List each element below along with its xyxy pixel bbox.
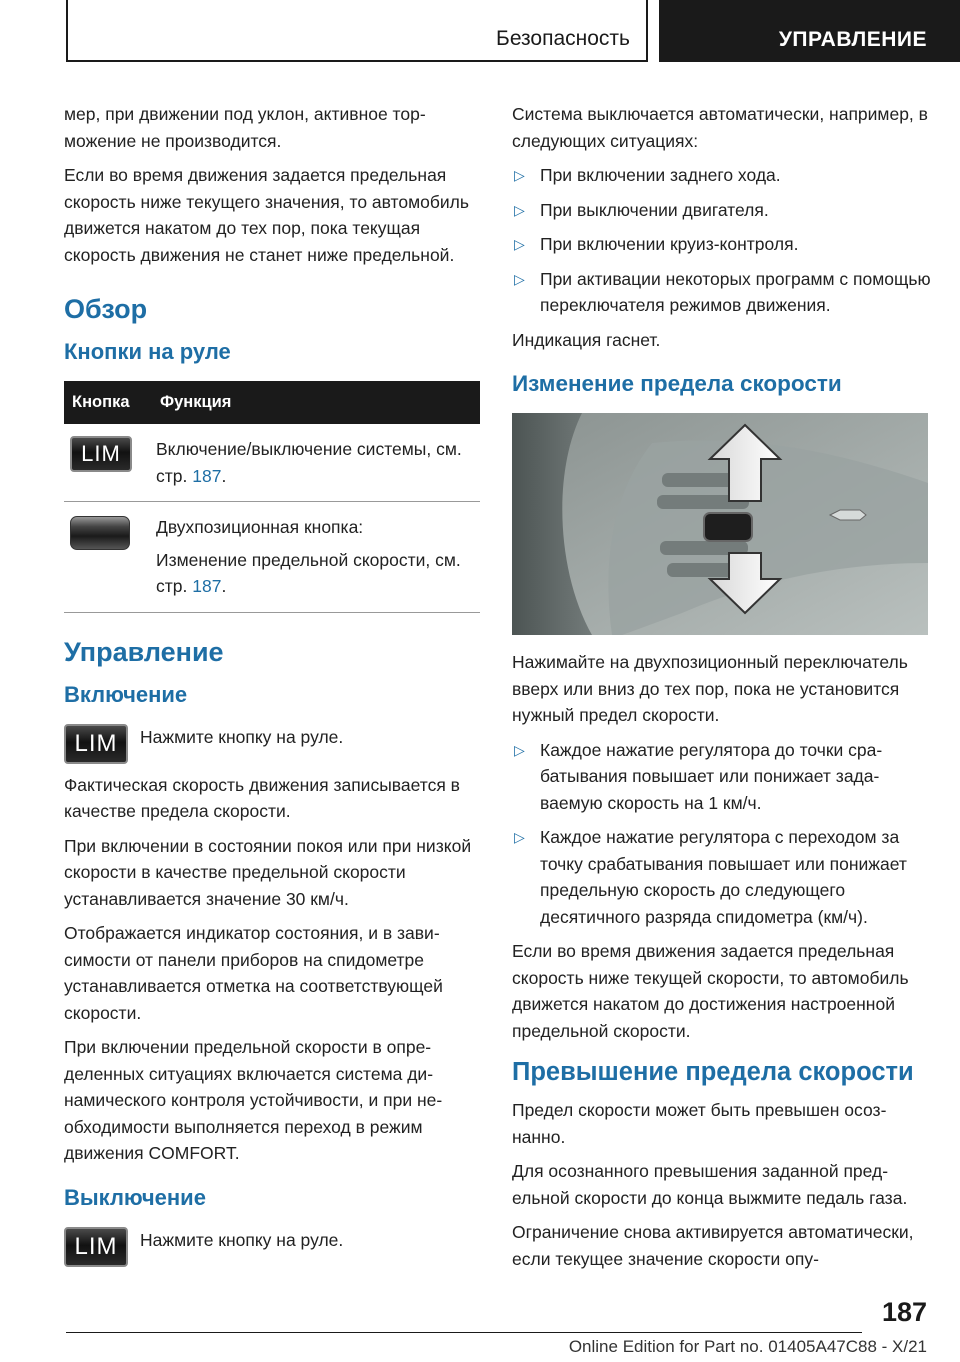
paragraph: Фактическая скорость движения записывается в качестве предела скорости. bbox=[64, 774, 460, 821]
left-column bbox=[64, 101, 484, 1275]
switch-on-row bbox=[64, 724, 484, 764]
heading-overview: Обзор bbox=[64, 294, 148, 324]
list-item: ▷ При включении заднего хода. bbox=[512, 162, 932, 189]
paragraph: Ограничение снова активируется автоматически, если текущее значение скорости опу- bbox=[512, 1222, 914, 1269]
footer-divider bbox=[66, 1332, 862, 1333]
lim-button-icon: LIM bbox=[64, 1227, 128, 1267]
heading-change-limit: Изменение предела скорости bbox=[512, 371, 842, 396]
switch-off-text: Нажмите кнопку на руле. bbox=[140, 1229, 344, 1250]
section-tab[interactable] bbox=[66, 0, 648, 62]
lim-button-icon: LIM bbox=[70, 436, 132, 472]
paragraph: Нажимайте на двухпозиционный переключатель вверх или вниз до тех пор, пока не установится нужный предел скорости. bbox=[512, 652, 908, 725]
right-column bbox=[512, 101, 932, 1280]
paragraph: Если во время движения задается предельная скорость ниже текущей скорости, то автомобиль движется накатом до достижения настроенной предельной скорости. bbox=[512, 941, 909, 1041]
paragraph: Для осознанного превышения заданной предельной скорости до конца выжмите педаль газа. bbox=[512, 1161, 908, 1208]
chapter-title: УПРАВЛЕНИЕ bbox=[778, 28, 927, 51]
steering-wheel-illustration bbox=[512, 413, 928, 635]
step-list bbox=[512, 737, 932, 931]
triangle-bullet-icon: ▷ bbox=[514, 829, 525, 845]
buttons-table bbox=[64, 381, 480, 613]
paragraph: При включении в состоянии покоя или при низкой скорости в качестве предельной скорости устанавливается значение 30 км/ч. bbox=[64, 835, 472, 909]
rocker-switch bbox=[704, 513, 752, 541]
lim-button-icon: LIM bbox=[64, 724, 128, 764]
paragraph: Индикация гаснет. bbox=[512, 329, 661, 350]
heading-switch-on: Включение bbox=[64, 681, 188, 707]
list-item: ▷ При выключении двигателя. bbox=[512, 197, 932, 224]
table-row bbox=[64, 502, 480, 613]
heading-switch-off: Выключение bbox=[64, 1184, 206, 1210]
list-item: ▷ При включении круиз-контроля. bbox=[512, 231, 932, 258]
page-link[interactable]: 187 bbox=[192, 576, 222, 596]
switch-off-row bbox=[64, 1227, 484, 1267]
row-text: Изменение предельной скорости, см. стр. bbox=[156, 549, 461, 596]
triangle-bullet-icon: ▷ bbox=[514, 201, 525, 218]
triangle-bullet-icon: ▷ bbox=[514, 270, 525, 287]
row-text: Включение/выключение системы, см. стр. bbox=[156, 439, 462, 486]
triangle-bullet-icon: ▷ bbox=[514, 167, 525, 183]
list-item: ▷ Каждое нажатие регулятора до точки срабатывания повышает или понижает задаваемую скорость на 1 км/ч. bbox=[512, 737, 932, 817]
triangle-bullet-icon: ▷ bbox=[514, 741, 525, 758]
table-header-row bbox=[64, 381, 480, 424]
heading-buttons: Кнопки на руле bbox=[64, 339, 231, 364]
row-text-end: . bbox=[221, 465, 227, 486]
paragraph: Система выключается автоматически, например, в следующих ситуациях: bbox=[512, 104, 928, 151]
heading-exceed-limit: Превышение предела скорости bbox=[512, 1058, 914, 1086]
switch-on-text: Нажмите кнопку на руле. bbox=[140, 726, 344, 747]
paragraph: мер, при движении под уклон, активное торможение не производится. bbox=[64, 104, 426, 151]
row-text-end: . bbox=[221, 576, 227, 596]
heading-control: Управление bbox=[64, 636, 224, 667]
list-item: ▷ Каждое нажатие регулятора с переходом за точку срабатывания повышает или понижает предельную скорость до следующего десятичного разряда спидометра (км/ч). bbox=[512, 824, 932, 930]
paragraph: Предел скорости может быть превышен осознанно. bbox=[512, 1100, 887, 1147]
auto-off-list bbox=[512, 162, 932, 319]
chapter-tab[interactable] bbox=[659, 0, 960, 62]
rocker-switch-icon bbox=[70, 516, 130, 550]
page-number: 187 bbox=[881, 1297, 927, 1327]
table-header-function: Функция bbox=[152, 381, 480, 424]
paragraph: Отображается индикатор состояния, и в зависимости от панели приборов на спидометре устанавливается отметка на соответствующей скорости. bbox=[64, 923, 443, 1023]
table-row bbox=[64, 424, 480, 502]
row-text: Двухпозиционная кнопка: bbox=[156, 517, 364, 537]
edition-note: Online Edition for Part no. 01405A47C88 - X/21 bbox=[568, 1337, 927, 1356]
triangle-bullet-icon: ▷ bbox=[514, 236, 525, 252]
page-link[interactable]: 187 bbox=[192, 465, 222, 486]
table-header-button: Кнопка bbox=[64, 381, 152, 424]
paragraph: При включении предельной скорости в определенных ситуациях включается система динамического контроля устойчивости, и при необходимости выполняется переход в режим движения COMFORT. bbox=[64, 1037, 443, 1163]
section-title: Безопасность bbox=[496, 27, 630, 50]
paragraph: Если во время движения задается предельная скорость ниже текущего значения, то автомобиль движется накатом до тех пор, пока текущая скорость движения не станет ниже предельной. bbox=[64, 165, 469, 265]
list-item: ▷ При активации некоторых программ с помощью переключателя режимов движения. bbox=[512, 266, 932, 319]
